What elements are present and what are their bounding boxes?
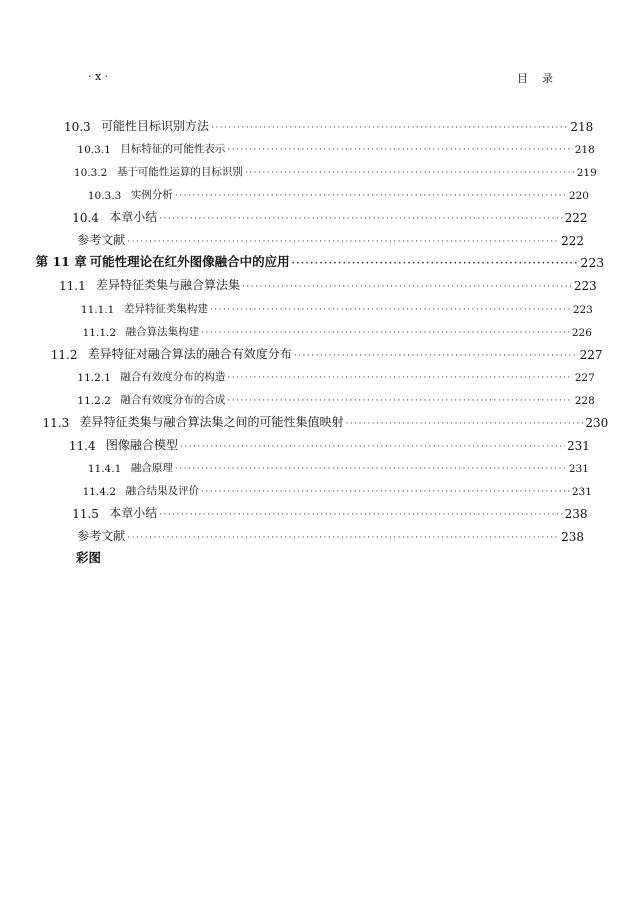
toc-entry[interactable] xyxy=(0,136,638,156)
toc-entry-title: 可能性理论在红外图像融合中的应用 xyxy=(89,254,290,269)
toc-entry-title: 基于可能性运算的目标识别 xyxy=(116,166,243,178)
leader-dots xyxy=(159,215,562,225)
leader-dots xyxy=(211,124,568,134)
toc-entry[interactable] xyxy=(0,433,638,453)
leader-dots xyxy=(159,511,562,521)
page-number: · x · xyxy=(88,70,109,83)
leader-dots xyxy=(242,283,572,293)
toc-entry[interactable] xyxy=(0,410,638,430)
toc-entry-page: 238 xyxy=(561,530,584,544)
leader-dots xyxy=(227,374,572,384)
toc-entry[interactable] xyxy=(0,387,638,407)
leader-dots xyxy=(245,169,575,179)
toc-entry[interactable] xyxy=(0,478,638,498)
toc-entry-number: 10.3.3 xyxy=(87,190,122,202)
page-header xyxy=(88,70,567,86)
leader-dots xyxy=(175,465,567,475)
leader-dots xyxy=(210,306,571,316)
toc-entry-title: 融合有效度分布的合成 xyxy=(120,394,226,406)
toc-entry-page: 219 xyxy=(576,167,597,179)
toc-entry[interactable] xyxy=(0,273,638,293)
toc-entry[interactable] xyxy=(0,501,638,521)
toc-entry-page: 226 xyxy=(571,327,592,339)
toc-entry[interactable] xyxy=(0,296,638,316)
toc-entry[interactable] xyxy=(0,364,638,384)
leader-dots xyxy=(346,420,584,430)
toc-entry-page: 223 xyxy=(573,279,597,293)
toc-entry-number: 10.3.2 xyxy=(73,167,108,179)
toc-entry[interactable] xyxy=(0,524,638,544)
toc-entry-title: 彩图 xyxy=(76,550,102,565)
toc-entry-title: 融合原理 xyxy=(130,462,173,474)
toc-entry-number: 10.3.1 xyxy=(77,144,111,156)
toc-entry-number: 11.4 xyxy=(68,439,96,453)
toc-entry-page: 231 xyxy=(571,486,592,498)
leader-dots xyxy=(201,488,570,498)
toc-entry-title: 差异特征类集构建 xyxy=(123,303,208,315)
toc-entry-number: 11.4.2 xyxy=(82,486,117,498)
toc-entry-title: 可能性目标识别方法 xyxy=(100,119,209,133)
toc-entry-number: 11.4.1 xyxy=(87,463,122,475)
leader-dots xyxy=(201,329,570,339)
toc-entry-number: 11.1.2 xyxy=(82,327,117,339)
leader-dots xyxy=(127,534,559,544)
toc-entry-page: 220 xyxy=(568,190,589,202)
toc-entry-title: 图像融合模型 xyxy=(105,438,178,452)
toc-entry-number: 11.3 xyxy=(42,416,70,430)
toc-entry-title: 差异特征对融合算法的融合有效度分布 xyxy=(87,347,292,361)
toc-entry-title: 参考文献 xyxy=(77,233,126,247)
toc-entry-page: 228 xyxy=(574,395,595,407)
toc-entry-title: 本章小结 xyxy=(109,210,158,224)
toc-entry[interactable] xyxy=(0,228,638,248)
toc-entry-title: 融合有效度分布的构造 xyxy=(120,371,226,383)
toc-entry-page: 227 xyxy=(579,348,603,362)
toc-entry-title: 融合结果及评价 xyxy=(125,485,200,497)
toc-entry-title: 融合算法集构建 xyxy=(125,326,200,338)
toc-entry-page: 227 xyxy=(574,372,595,384)
leader-dots xyxy=(292,260,579,270)
leader-dots xyxy=(175,192,567,202)
leader-dots xyxy=(227,397,572,407)
toc-entry-title: 目标特征的可能性表示 xyxy=(120,143,226,155)
toc-entry[interactable] xyxy=(0,455,638,475)
toc-entry-page: 231 xyxy=(568,463,589,475)
toc-entry-number: 11.2.1 xyxy=(77,372,111,384)
toc-entry-title: 实例分析 xyxy=(130,189,173,201)
toc-entry[interactable] xyxy=(0,205,638,225)
toc-entry-title: 差异特征类集与融合算法集之间的可能性集值映射 xyxy=(79,415,344,429)
toc-entry-number: 10.4 xyxy=(72,211,99,225)
toc-entry-page: 218 xyxy=(570,120,594,134)
toc-entry[interactable] xyxy=(0,319,638,339)
toc-entry-number: 10.3 xyxy=(63,120,91,134)
toc-entry-title: 本章小结 xyxy=(109,506,158,520)
toc-entry-page: 222 xyxy=(564,211,588,225)
toc-entry[interactable] xyxy=(0,114,638,134)
toc-entry[interactable] xyxy=(0,342,638,362)
toc-entry-number: 11.1 xyxy=(59,279,86,293)
toc-entry-number: 11.5 xyxy=(72,507,99,521)
toc-entry-number: 第 11 章 xyxy=(35,254,87,269)
leader-dots xyxy=(227,146,572,156)
toc-entry-number: 11.2 xyxy=(50,348,78,362)
toc-chapter-entry[interactable] xyxy=(0,250,638,270)
leader-dots xyxy=(294,352,578,362)
toc-entry-number: 11.2.2 xyxy=(77,395,111,407)
toc-chapter-entry[interactable] xyxy=(0,546,638,566)
toc-entry-page: 223 xyxy=(580,255,605,270)
toc-entry-page: 218 xyxy=(574,144,595,156)
toc-entry-page: 222 xyxy=(561,234,584,248)
toc-entry-page: 238 xyxy=(564,507,588,521)
toc-entry[interactable] xyxy=(0,159,638,179)
toc-entry[interactable] xyxy=(0,182,638,202)
toc-entry-page: 223 xyxy=(572,304,593,316)
running-title: 目录 xyxy=(517,72,567,85)
toc-entry-page: 231 xyxy=(566,439,590,453)
toc-entry-title: 参考文献 xyxy=(77,529,126,543)
leader-dots xyxy=(127,238,559,248)
toc-entry-number: 11.1.1 xyxy=(80,304,115,316)
toc-entry-page: 230 xyxy=(585,416,609,430)
leader-dots xyxy=(180,443,565,453)
toc-entry-title: 差异特征类集与融合算法集 xyxy=(96,278,241,292)
